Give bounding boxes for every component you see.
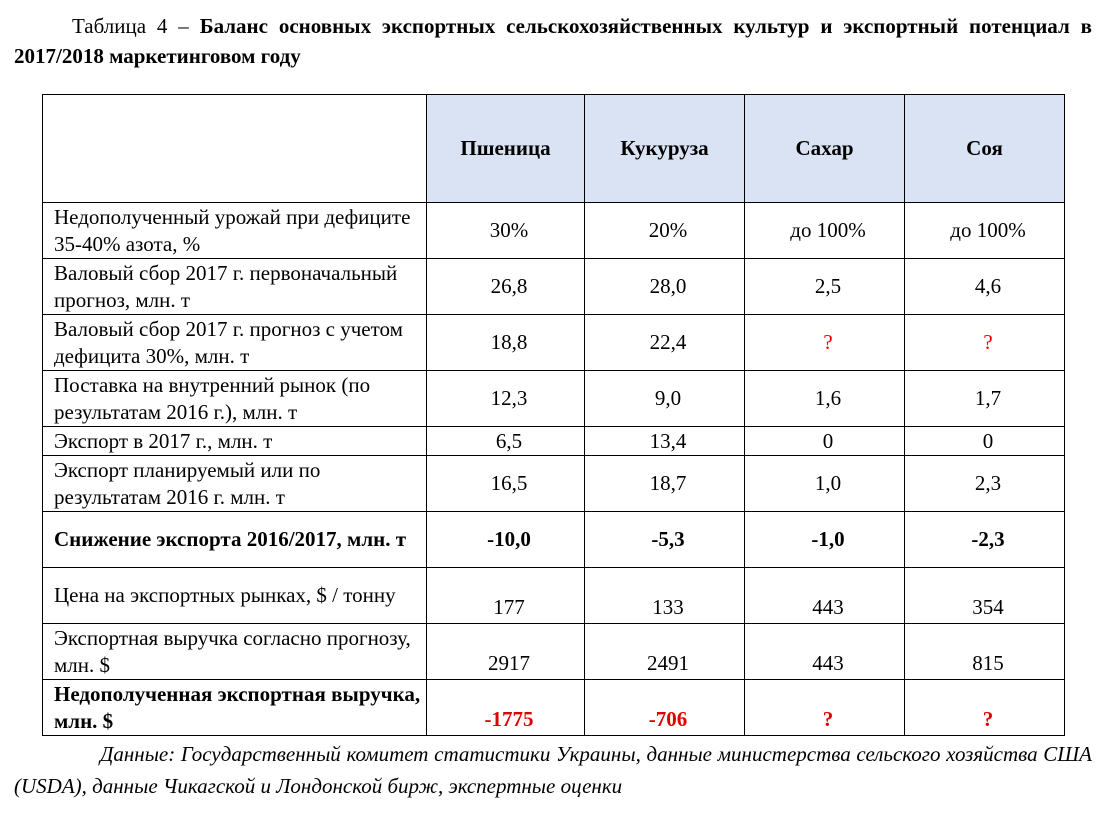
row-label: Поставка на внутренний рынок (по результатам 2016 г.), млн. т <box>43 371 427 427</box>
cell-value-negative: -1775 <box>427 680 585 736</box>
cell-value: до 100% <box>745 203 905 259</box>
table-row <box>43 315 1065 371</box>
row-label: Снижение экспорта 2016/2017, млн. т <box>43 512 427 568</box>
cell-value: -5,3 <box>585 512 745 568</box>
cell-value: -10,0 <box>427 512 585 568</box>
cell-value: 1,7 <box>905 371 1065 427</box>
cell-value: 18,8 <box>427 315 585 371</box>
table-caption <box>14 11 1092 71</box>
cell-value: 2917 <box>427 624 585 680</box>
cell-value: 815 <box>905 624 1065 680</box>
row-label: Экспортная выручка согласно прогнозу, млн. $ <box>43 624 427 680</box>
table-row-lost-revenue <box>43 680 1065 736</box>
table-row <box>43 568 1065 624</box>
table-row <box>43 371 1065 427</box>
cell-value: 2,5 <box>745 259 905 315</box>
cell-value: 1,6 <box>745 371 905 427</box>
cell-value-negative: -706 <box>585 680 745 736</box>
cell-value: 1,0 <box>745 456 905 512</box>
column-header-soy: Соя <box>905 95 1065 203</box>
table-row-export-decline <box>43 512 1065 568</box>
column-header-sugar: Сахар <box>745 95 905 203</box>
cell-value-unknown: ? <box>745 315 905 371</box>
row-label: Валовый сбор 2017 г. первоначальный прогноз, млн. т <box>43 259 427 315</box>
cell-value-unknown: ? <box>745 680 905 736</box>
row-label: Цена на экспортных рынках, $ / тонну <box>43 568 427 624</box>
source-text: Данные: Государственный комитет статистики Украины, данные министерства сельского хозяйства США (USDA), данные Чикагской и Лондонской бирж, экспертные оценки <box>14 742 1092 798</box>
row-label: Экспорт планируемый или по результатам 2016 г. млн. т <box>43 456 427 512</box>
cell-value: 2,3 <box>905 456 1065 512</box>
column-header-wheat: Пшеница <box>427 95 585 203</box>
table-row <box>43 427 1065 456</box>
column-header-corn: Кукуруза <box>585 95 745 203</box>
cell-value: 13,4 <box>585 427 745 456</box>
table-row <box>43 203 1065 259</box>
table-row <box>43 624 1065 680</box>
cell-value: 28,0 <box>585 259 745 315</box>
cell-value: 4,6 <box>905 259 1065 315</box>
cell-value-unknown: ? <box>905 315 1065 371</box>
cell-value: 26,8 <box>427 259 585 315</box>
cell-value: 16,5 <box>427 456 585 512</box>
cell-value: 177 <box>427 568 585 624</box>
cell-value: до 100% <box>905 203 1065 259</box>
row-label: Недополученный урожай при дефиците 35-40% азота, % <box>43 203 427 259</box>
cell-value: 2491 <box>585 624 745 680</box>
row-label: Валовый сбор 2017 г. прогноз с учетом дефицита 30%, млн. т <box>43 315 427 371</box>
cell-value: 0 <box>745 427 905 456</box>
row-label: Экспорт в 2017 г., млн. т <box>43 427 427 456</box>
table-row <box>43 259 1065 315</box>
cell-value: 12,3 <box>427 371 585 427</box>
cell-value: 9,0 <box>585 371 745 427</box>
cell-value: 0 <box>905 427 1065 456</box>
source-note <box>14 738 1092 802</box>
caption-prefix: Таблица 4 – <box>72 14 200 38</box>
table-header-row <box>43 95 1065 203</box>
cell-value: -1,0 <box>745 512 905 568</box>
cell-value: 18,7 <box>585 456 745 512</box>
cell-value: 6,5 <box>427 427 585 456</box>
cell-value: 354 <box>905 568 1065 624</box>
cell-value: 30% <box>427 203 585 259</box>
cell-value: 20% <box>585 203 745 259</box>
cell-value: 443 <box>745 568 905 624</box>
balance-table <box>42 94 1065 736</box>
row-label: Недополученная экспортная выручка, млн. $ <box>43 680 427 736</box>
cell-value: 22,4 <box>585 315 745 371</box>
cell-value: 443 <box>745 624 905 680</box>
caption-title: Баланс основных экспортных сельскохозяйственных культур и экспортный потенциал в 2017/2018 маркетинговом году <box>14 14 1092 68</box>
cell-value-unknown: ? <box>905 680 1065 736</box>
table-row <box>43 456 1065 512</box>
cell-value: 133 <box>585 568 745 624</box>
cell-value: -2,3 <box>905 512 1065 568</box>
header-corner-cell <box>43 95 427 203</box>
